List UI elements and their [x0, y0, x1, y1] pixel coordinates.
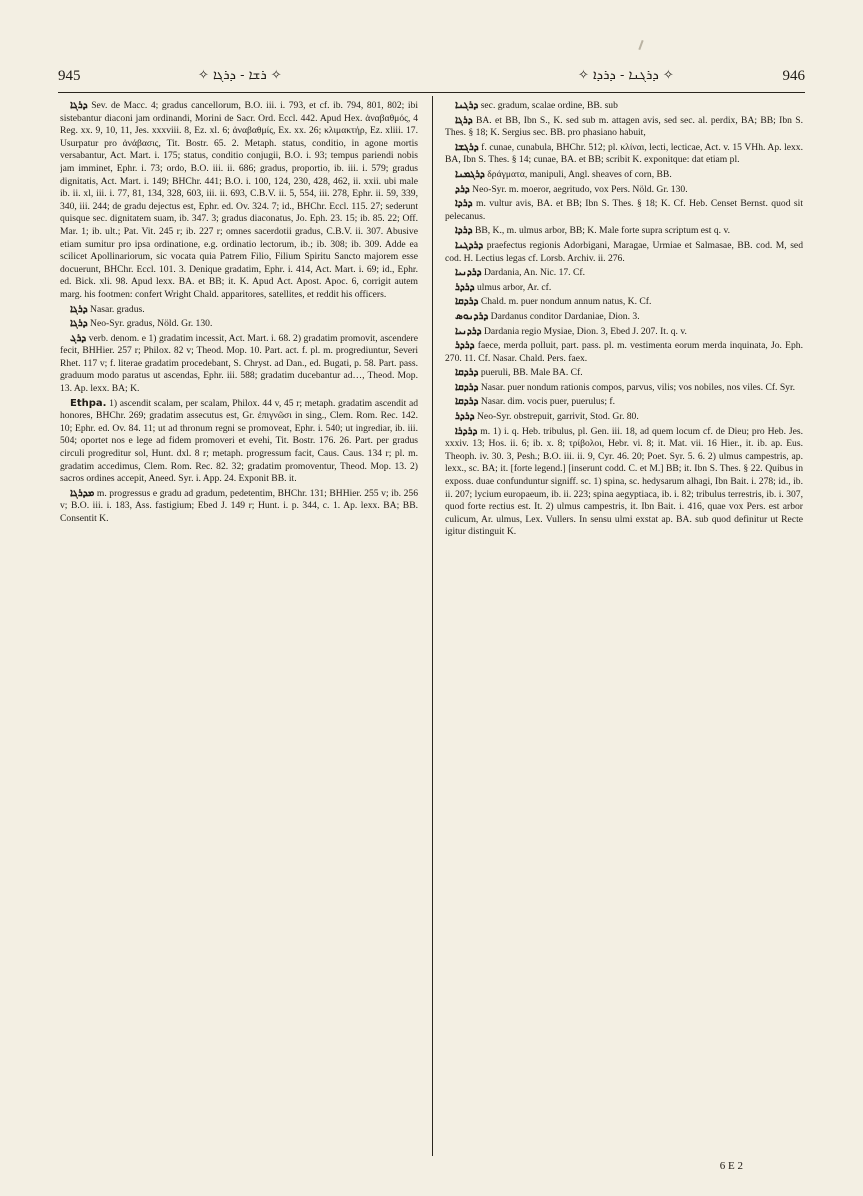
column-divider	[432, 96, 433, 1156]
entry-lemma: ܕܪܓܡܢܐ	[455, 168, 485, 180]
right-column	[445, 100, 803, 1155]
entry-text: verb. denom. e 1) gradatim incessit, Act. Mart. i. 68. 2) gradatim promovit, ascendere fecit, BHHier. 257 r; Philox. 82 v; Theod. Mop. 10. Part. act. f. pl. m. progrediuntur, Severi Rhet. 117 v; f. literae gradatim procedebant, S. Chryst. ad Dan., ed. Bugati, p. 58. Part. pass. graduum modo paratus ut ascendas, Ephr. iii. 588; gradatim ducebantur ad…, Theod. Mop. 13. Ap. lexx. BA; K.	[60, 332, 418, 395]
page-header	[58, 66, 805, 88]
dictionary-entry	[445, 169, 803, 182]
dictionary-entry	[60, 398, 418, 486]
entry-lemma: ܕܪܓܐ	[70, 100, 88, 111]
entry-lemma: ܕܪܕܐ	[455, 198, 473, 210]
left-column	[60, 100, 418, 1155]
entry-lemma: ܕܪܕܓܢܐ	[455, 239, 484, 251]
entry-lemma: ܕܪܓܫܐ	[455, 141, 479, 153]
entry-text: m. progressus e gradu ad gradum, pedetentim, BHChr. 131; BHHier. 255 v; ib. 256 v; B.O. iii. i. 183, Ass. fastigium; Ebed J. 149 r; Hunt. i. p. 344, c. 1. Ap. lexx. BA; BB. Consentit K.	[60, 487, 418, 524]
dictionary-entry	[445, 426, 803, 539]
entry-text: δράγματα, manipuli, Angl. sheaves of corn, BB.	[484, 168, 672, 180]
dictionary-entry	[445, 240, 803, 265]
entry-text: Nasar. gradus.	[87, 303, 145, 315]
entry-text: Dardanus conditor Dardaniae, Dion. 3.	[488, 310, 640, 322]
entry-lemma: Ethpa.	[70, 397, 107, 409]
entry-lemma: ܕܪܕܢܝܐ	[455, 267, 482, 279]
dictionary-entry	[60, 488, 418, 526]
entry-text: sec. gradum, scalae ordine, BB. sub	[478, 100, 618, 111]
header-rule	[58, 92, 805, 93]
entry-text: BB, K., m. ulmus arbor, BB; K. Male forte supra scriptum est q. v.	[472, 225, 731, 237]
dictionary-entry	[445, 326, 803, 339]
entry-lemma: ܕܪܕܢܝܐ	[455, 325, 482, 337]
entry-text: Chald. m. puer nondum annum natus, K. Cf.	[478, 296, 652, 308]
dictionary-entry	[445, 100, 803, 113]
dictionary-entry	[445, 225, 803, 238]
entry-text: Neo-Syr. m. moeror, aegritudo, vox Pers. Nöld. Gr. 130.	[469, 183, 688, 195]
entry-lemma: ܕܪܕܩܐ	[455, 381, 479, 393]
dictionary-entry	[445, 396, 803, 409]
entry-lemma: ܕܪܕܪܐ	[455, 425, 478, 437]
entry-text: Sev. de Macc. 4; gradus cancellorum, B.O. iii. i. 793, et cf. ib. 794, 801, 802; ibi sistebantur diaconi jam ordinandi, Morini de Sacr. Ord. Eccl. 442. Apud Hex. ἀναβαθμός, 4 Reg. xx. 9, 10, 11, Jes. xxxviii. 8, Ez. xl. 6; ἀναβαθμίς, Ex. xx. 26; κλιμακτήρ, Ez. xliii. 17. Usurpatur pro ἀνάβασις, Tit. Bostr. 65. 2. Metaph. status, conditio, in agone mortis versabantur, Act. Mart. i. 175; status, conditio conjugii, B.O. i. 93; tempus pariendi nobis jam imminet, Ephr. i. 73; ordo, B.O. iii. ii. 686; gradus, proportio, ib. iii. i. 579; gradus dignitatis, Act. Mart. i. 149; BHChr. 441; B.O. i. 100, 124, 230, 428, 462, ii. xxii. ubi male ib. ii. xl, iii. i. 77, 81, 134, 328, 603, iii. ii. 693, C.B.V. ii. 5, 554, iii. 278, Ephr. ii. 59, 339, 340, iii. 244; de gradu dejectus est, Ephr. ed. Ov. 324. 7; id., BHChr. Eccl. 115. 27; sederunt quisque sec. dignitatem suam, ib. 347. 3; gradus diaconatus, Jo. Eph. 23. 15; ib. 85. 22; Off. Mar. 1; ib. ult.; Pat. Vit. 245 r; ib. 227 r; omnes sacerdotii gradus, C.B.V. ii. 307. Abusive etiam sumitur pro ipsa ordinatione, e.g. ordinatio lectorum, ib.; ib. 308; ib. 309. Adde ea scilicet Apollinariorum, sic vocata quia Patrem Filio, Filium Spiritu Sancto majorem esse docuerunt, BHChr. Eccl. 101. 3. Denique gradatim, Ephr. i. 414, Act. Mart. i. 69; id., Ephr. ed. Bick. xli. 98. Apud lexx. BA. et BB; it. K. Apud Act. Apost. Apoc. 6, corrigit autem marg. his footmen: confert Wright Chald. apparitores, satellites, et reddit his officers.	[60, 100, 418, 300]
entry-lemma: ܕܪܓܐ	[70, 318, 88, 330]
entry-lemma: ܕܪܕܪ	[455, 411, 475, 423]
dictionary-entry	[60, 304, 418, 317]
dictionary-entry	[445, 311, 803, 324]
dictionary-entry	[445, 382, 803, 395]
dictionary-entry	[445, 267, 803, 280]
signature-mark: 6 E 2	[719, 1160, 743, 1172]
entry-text: Nasar. puer nondum rationis compos, parvus, vilis; vos nobiles, nos viles. Cf. Syr.	[478, 381, 796, 393]
entry-text: Nasar. dim. vocis puer, puerulus; f.	[478, 396, 616, 408]
entry-text: ulmus arbor, Ar. cf.	[474, 281, 552, 293]
entry-text: m. 1) i. q. Heb. tribulus, pl. Gen. iii. 18, ad quem locum cf. de Dieu; pro Heb. Jes. xxxiv. 13; Hos. ii. 6; ib. x. 8; τρίβολοι, Hebr. vi. 8; it. Mat. vii. 16 Hier., it. ib. ap. Eus. Theoph. iv. 30. 3, Pesh.; B.O. iii. ii. 9, Cyr. 46. 20; Poet. Syr. 5. 6. 2) ulmus campestris, ap. lexx., sc. BA; it. [forte legend.] [inserunt codd. C. et M.] BB; it. Ibn S. Thes. § 22. Quibus in exposs. duae confunduntur signiff. sc. 1) spina, sc. hedysarum alhagi, Ibn Bait. i. 278; id., ib. ii. 207; lycium europaeum, ib. ii. 223; spina aegyptiaca, ib. i. 82; tribulus terrestris, ib. i. 307, quod forte rectius est. It. 2) ulmus campestris, it. Ibn Bait. i. 416, quae vox Pers. est arbor culicum, Ar. ulmus, Lex. Vullers. In sensu ulmi exstat ap. BA. sub quod definitur ut Recte igitur distinguit K.	[445, 425, 803, 538]
entry-lemma: ܡܕܪܓܐ	[70, 487, 95, 499]
entry-lemma: ܕܪܕܩܐ	[455, 296, 479, 308]
entry-lemma: ܕܪܕܪ	[455, 340, 475, 352]
dictionary-entry	[445, 142, 803, 167]
entry-lemma: ܕܪܕܩܐ	[455, 396, 479, 408]
entry-lemma: ܕܪܓܢܐ	[455, 100, 479, 111]
entry-lemma: ܕܪܕܪ	[455, 281, 475, 293]
entry-text: faece, merda polluit, part. pass. pl. m. vestimenta eorum merda inquinata, Jo. Eph. 270. 11. Cf. Nasar. Chald. Pers. faex.	[445, 340, 803, 364]
entry-text: BA. et BB, Ibn S., K. sed sub m. attagen avis, sed sec. al. perdix, BA; BB; Ibn S. Thes. § 18; K. Sergius sec. BB. pro phasiano habuit,	[445, 114, 803, 139]
page-number-right: 946	[782, 68, 805, 84]
entry-text: Dardania, An. Nic. 17. Cf.	[481, 267, 585, 279]
entry-lemma: ܕܪܕܢܘܣ	[455, 310, 489, 322]
dictionary-entry	[60, 333, 418, 396]
dictionary-entry	[60, 100, 418, 302]
page-number-left: 945	[58, 68, 81, 84]
paper-speck	[638, 40, 643, 50]
entry-lemma: ܕܪܓ	[70, 332, 87, 344]
dictionary-entry	[445, 367, 803, 380]
entry-text: Dardania regio Mysiae, Dion. 3, Ebed J. 207. It. q. v.	[481, 325, 687, 337]
dictionary-entry	[445, 115, 803, 140]
entry-text: 1) ascendit scalam, per scalam, Philox. 44 v, 45 r; metaph. gradatim ascendit ad honores, BHChr. 269; gradatim assecutus est, Gr. ἐπιγνῶσι in sing., Clem. Rom. Rec. 142. 10; Ephr. ed. Ov. 84. 11; ut ad thronum regni se promoveat, Ephr. i. 540; ut ingrediar, ib. iii. 504; oportet nos e lege ad fidem promoveri et evehi, Tit. Bostr. 176. 26. Part. per gradus circuli progreditur sol, Hunt. dxl. 8 r; metaph. progressum facit, Caus. Caus. 134 r; pl. m. gradatim accedimus, Clem. Rom. Rec. 82. 32; gradatim promoventur, Theod. Mop. 13. 2) sacros ordines accepit, Aneed. Syr. i. App. 24. Exponit BB. it.	[60, 397, 418, 485]
entry-lemma: ܕܪܓܐ	[70, 303, 88, 315]
dictionary-entry	[445, 198, 803, 223]
entry-text: pueruli, BB. Male BA. Cf.	[478, 367, 583, 379]
dictionary-entry	[445, 411, 803, 424]
dictionary-entry	[445, 296, 803, 309]
entry-text: f. cunae, cunabula, BHChr. 512; pl. κλίναι, lecti, lecticae, Act. v. 15 VHh. Ap. lexx. BA, Ibn S. Thes. § 14; cunae, BA. et BB; scribit K. exponitque: dat etiam pl.	[445, 141, 803, 166]
entry-lemma: ܕܪܕܩܐ	[455, 367, 479, 379]
running-head-right: ✧ ܕܪܓܢܐ - ܕܪܕܐ ✧	[578, 68, 674, 83]
dictionary-entry	[445, 340, 803, 365]
entry-lemma: ܕܪܓܐ	[455, 114, 473, 126]
entry-text: m. vultur avis, BA. et BB; Ibn S. Thes. § 18; K. Cf. Heb. Censet Bernst. quod sit pelecanus.	[445, 198, 803, 222]
entry-text: praefectus regionis Adorbigani, Maragae, Urmiae et Salmasae, BB. cod. M, sed cod. H. Lectius legas cf. Lorsb. Archiv. ii. 276.	[445, 239, 803, 264]
entry-text: Neo-Syr. gradus, Nöld. Gr. 130.	[87, 318, 213, 330]
running-head-left: ✧ ܪܫܐ - ܕܪܓܐ ✧	[198, 68, 282, 83]
entry-text: Neo-Syr. obstrepuit, garrivit, Stod. Gr. 80.	[474, 411, 639, 423]
dictionary-entry	[60, 318, 418, 331]
dictionary-entry	[445, 184, 803, 197]
entry-lemma: ܕܪܕ	[455, 183, 470, 195]
entry-lemma: ܕܪܕܐ	[455, 225, 473, 237]
dictionary-entry	[445, 282, 803, 295]
